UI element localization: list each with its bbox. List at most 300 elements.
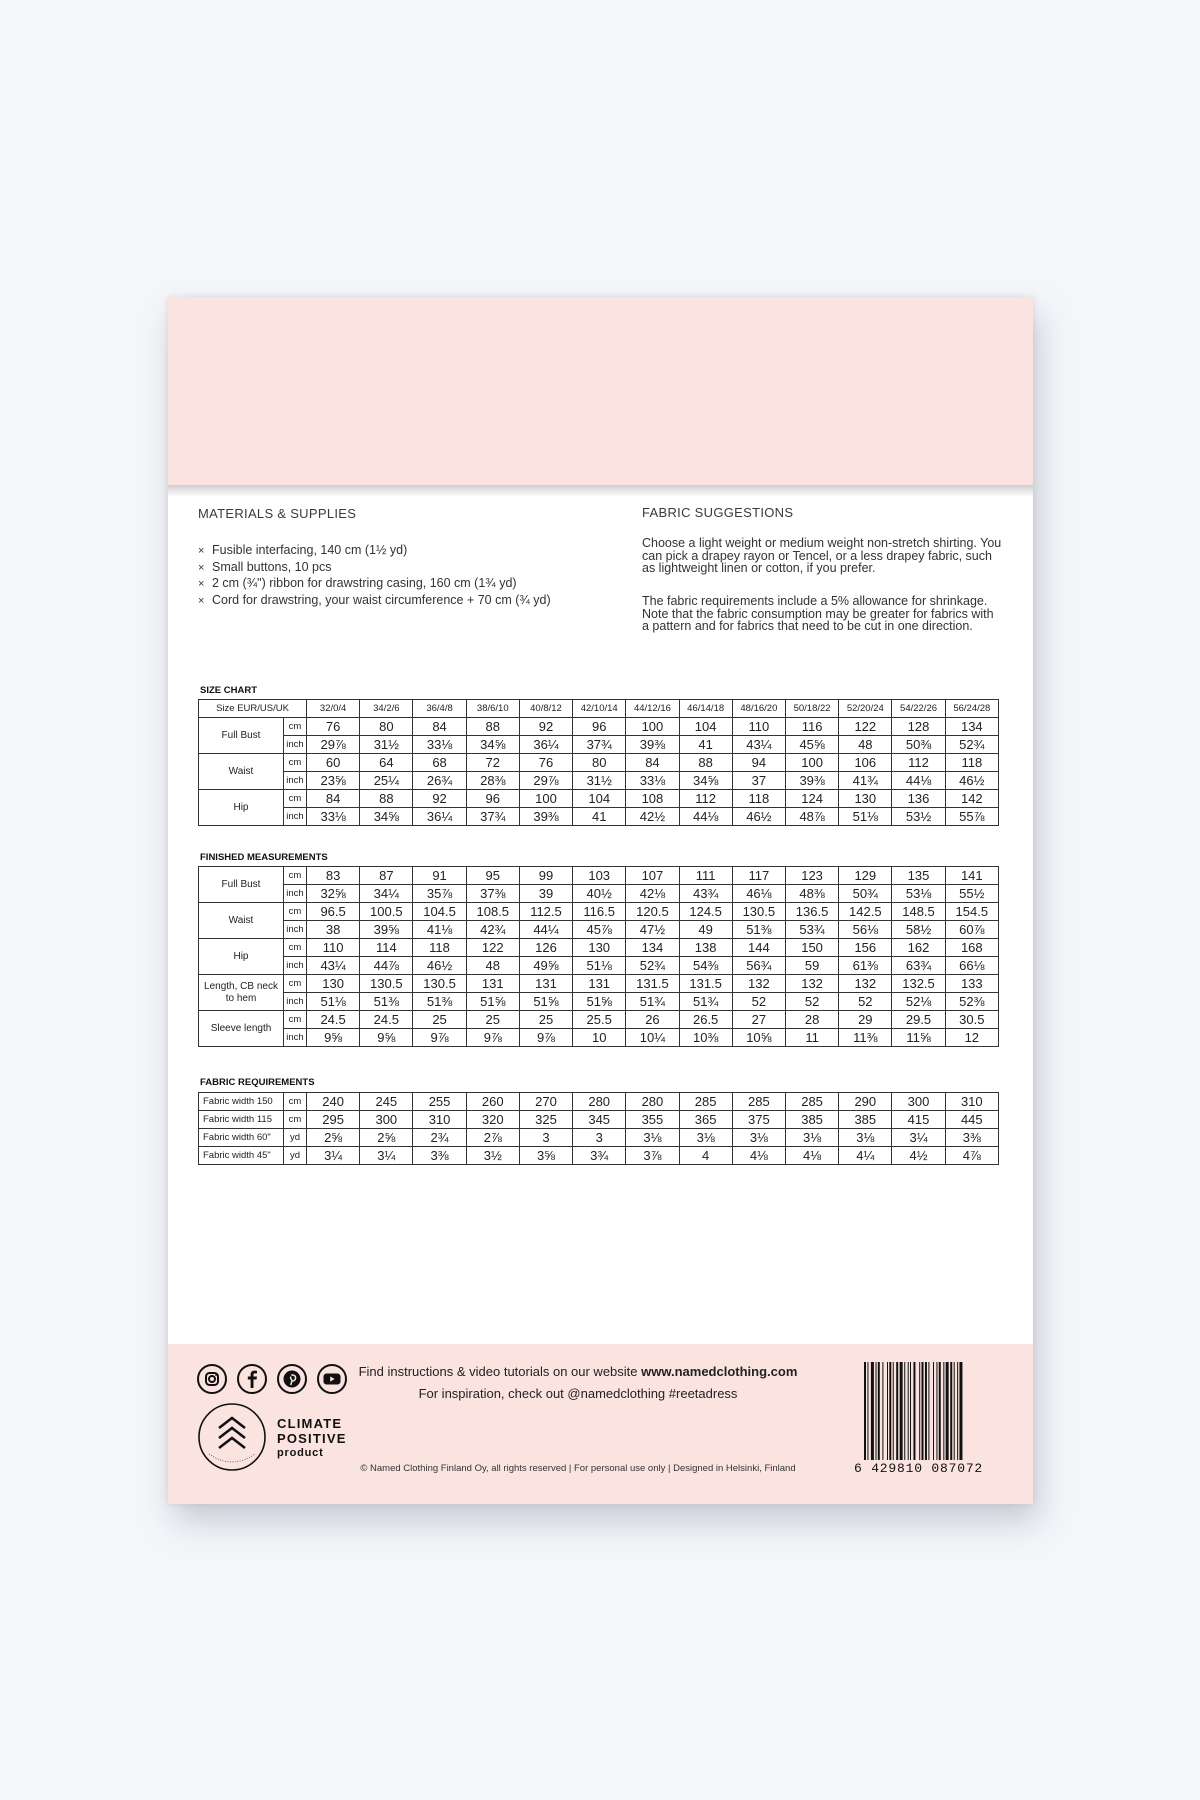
value-cell: 116.5 [573, 903, 626, 921]
value-cell: 12 [945, 1029, 998, 1047]
table-row [199, 1029, 999, 1047]
value-cell: 49⅝ [519, 957, 572, 975]
value-cell: 108 [626, 790, 679, 808]
value-cell: 51¾ [679, 993, 732, 1011]
value-cell: 84 [413, 718, 466, 736]
materials-item-text: Fusible interfacing, 140 cm (1½ yd) [212, 543, 408, 557]
value-cell: 33⅛ [626, 772, 679, 790]
value-cell: 42½ [626, 808, 679, 826]
value-cell: 375 [732, 1111, 785, 1129]
value-cell: 365 [679, 1111, 732, 1129]
value-cell: 91 [413, 867, 466, 885]
fabric-requirements-table [198, 1092, 999, 1165]
row-label: Hip [199, 939, 284, 975]
value-cell: 10⅜ [679, 1029, 732, 1047]
value-cell: 150 [785, 939, 838, 957]
value-cell: 23⅝ [307, 772, 360, 790]
unit-cell: cm [284, 754, 307, 772]
value-cell: 37¾ [466, 808, 519, 826]
size-header-label: Size EUR/US/UK [199, 700, 307, 718]
table-row [199, 993, 999, 1011]
size-header-cell: 50/18/22 [785, 700, 838, 718]
value-cell: 37 [732, 772, 785, 790]
value-cell: 87 [360, 867, 413, 885]
value-cell: 35⅞ [413, 885, 466, 903]
value-cell: 26 [626, 1011, 679, 1029]
value-cell: 34¼ [360, 885, 413, 903]
size-header-row [199, 700, 999, 718]
value-cell: 126 [519, 939, 572, 957]
barcode-bar [878, 1362, 880, 1460]
size-header-cell: 42/10/14 [573, 700, 626, 718]
materials-item [198, 593, 551, 610]
value-cell: 66⅛ [945, 957, 998, 975]
value-cell: 44⅛ [679, 808, 732, 826]
climate-line-3: product [277, 1447, 324, 1459]
value-cell: 10⅝ [732, 1029, 785, 1047]
value-cell: 48⅞ [785, 808, 838, 826]
unit-cell: inch [284, 957, 307, 975]
value-cell: 95 [466, 867, 519, 885]
materials-list [198, 543, 551, 609]
pinterest-icon[interactable] [277, 1364, 307, 1394]
value-cell: 63¾ [892, 957, 945, 975]
value-cell: 80 [573, 754, 626, 772]
value-cell: 84 [307, 790, 360, 808]
climate-positive-text [277, 1416, 347, 1461]
barcode-bar [954, 1362, 955, 1460]
unit-cell: cm [284, 1011, 307, 1029]
value-cell: 3⅝ [519, 1147, 572, 1165]
value-cell: 51⅛ [307, 993, 360, 1011]
value-cell: 28⅜ [466, 772, 519, 790]
row-label: Waist [199, 903, 284, 939]
barcode-bar [943, 1362, 944, 1460]
size-header-cell: 54/22/26 [892, 700, 945, 718]
row-label: Waist [199, 754, 284, 790]
value-cell: 40½ [573, 885, 626, 903]
barcode-bar [871, 1362, 874, 1460]
value-cell: 2⅝ [307, 1129, 360, 1147]
value-cell: 142.5 [839, 903, 892, 921]
value-cell: 56¾ [732, 957, 785, 975]
value-cell: 51⅛ [573, 957, 626, 975]
value-cell: 52¾ [945, 736, 998, 754]
pattern-envelope-back [168, 297, 1033, 1504]
value-cell: 38 [307, 921, 360, 939]
value-cell: 138 [679, 939, 732, 957]
climate-positive-logo [197, 1402, 267, 1472]
value-cell: 131 [466, 975, 519, 993]
value-cell: 245 [360, 1093, 413, 1111]
value-cell: 51⅝ [519, 993, 572, 1011]
value-cell: 49 [679, 921, 732, 939]
unit-cell: cm [284, 1093, 307, 1111]
value-cell: 25 [413, 1011, 466, 1029]
value-cell: 29⅞ [519, 772, 572, 790]
value-cell: 34⅝ [360, 808, 413, 826]
row-label: Fabric width 115 [199, 1111, 284, 1129]
value-cell: 9⅝ [307, 1029, 360, 1047]
barcode-bar [910, 1362, 911, 1460]
value-cell: 80 [360, 718, 413, 736]
value-cell: 48 [839, 736, 892, 754]
value-cell: 131.5 [679, 975, 732, 993]
value-cell: 4⅛ [732, 1147, 785, 1165]
barcode-bar [950, 1362, 952, 1460]
value-cell: 118 [945, 754, 998, 772]
value-cell: 9⅞ [519, 1029, 572, 1047]
value-cell: 144 [732, 939, 785, 957]
value-cell: 132.5 [892, 975, 945, 993]
value-cell: 240 [307, 1093, 360, 1111]
value-cell: 310 [413, 1111, 466, 1129]
value-cell: 285 [679, 1093, 732, 1111]
value-cell: 42⅛ [626, 885, 679, 903]
value-cell: 92 [413, 790, 466, 808]
value-cell: 118 [732, 790, 785, 808]
table-row [199, 957, 999, 975]
value-cell: 134 [945, 718, 998, 736]
value-cell: 51⅜ [732, 921, 785, 939]
table-row [199, 790, 999, 808]
value-cell: 88 [466, 718, 519, 736]
value-cell: 51⅜ [413, 993, 466, 1011]
value-cell: 345 [573, 1111, 626, 1129]
value-cell: 68 [413, 754, 466, 772]
value-cell: 52 [839, 993, 892, 1011]
value-cell: 44⅞ [360, 957, 413, 975]
value-cell: 156 [839, 939, 892, 957]
value-cell: 52 [732, 993, 785, 1011]
value-cell: 280 [626, 1093, 679, 1111]
value-cell: 117 [732, 867, 785, 885]
value-cell: 129 [839, 867, 892, 885]
value-cell: 100 [626, 718, 679, 736]
value-cell: 45⅝ [785, 736, 838, 754]
value-cell: 55⅞ [945, 808, 998, 826]
value-cell: 4¼ [839, 1147, 892, 1165]
value-cell: 154.5 [945, 903, 998, 921]
row-label: Length, CB neck to hem [199, 975, 284, 1011]
table-row [199, 1111, 999, 1129]
value-cell: 44⅛ [892, 772, 945, 790]
size-header-cell: 56/24/28 [945, 700, 998, 718]
value-cell: 270 [519, 1093, 572, 1111]
value-cell: 290 [839, 1093, 892, 1111]
size-header-cell: 52/20/24 [839, 700, 892, 718]
row-label: Fabric width 150 [199, 1093, 284, 1111]
value-cell: 52 [785, 993, 838, 1011]
value-cell: 107 [626, 867, 679, 885]
value-cell: 3½ [466, 1147, 519, 1165]
value-cell: 43¼ [307, 957, 360, 975]
value-cell: 100 [785, 754, 838, 772]
value-cell: 108.5 [466, 903, 519, 921]
value-cell: 29.5 [892, 1011, 945, 1029]
value-cell: 29⅞ [307, 736, 360, 754]
value-cell: 112 [679, 790, 732, 808]
value-cell: 120.5 [626, 903, 679, 921]
unit-cell: cm [284, 718, 307, 736]
table-row [199, 808, 999, 826]
size-chart-title: SIZE CHART [200, 685, 257, 696]
value-cell: 2⅝ [360, 1129, 413, 1147]
value-cell: 88 [679, 754, 732, 772]
value-cell: 39⅜ [626, 736, 679, 754]
value-cell: 24.5 [360, 1011, 413, 1029]
value-cell: 415 [892, 1111, 945, 1129]
value-cell: 51⅛ [839, 808, 892, 826]
value-cell: 30.5 [945, 1011, 998, 1029]
unit-cell: cm [284, 939, 307, 957]
value-cell: 3 [573, 1129, 626, 1147]
value-cell: 32⅝ [307, 885, 360, 903]
value-cell: 132 [839, 975, 892, 993]
table-row [199, 975, 999, 993]
value-cell: 130.5 [732, 903, 785, 921]
unit-cell: inch [284, 772, 307, 790]
value-cell: 51⅜ [360, 993, 413, 1011]
materials-item-text: 2 cm (¾") ribbon for drawstring casing, 160 cm (1¾ yd) [212, 576, 517, 590]
value-cell: 3⅞ [626, 1147, 679, 1165]
size-header-cell: 34/2/6 [360, 700, 413, 718]
value-cell: 53⅛ [892, 885, 945, 903]
size-header-cell: 36/4/8 [413, 700, 466, 718]
value-cell: 162 [892, 939, 945, 957]
value-cell: 118 [413, 939, 466, 957]
value-cell: 135 [892, 867, 945, 885]
value-cell: 34⅝ [466, 736, 519, 754]
facebook-icon[interactable] [237, 1364, 267, 1394]
top-pink-band [168, 297, 1033, 485]
value-cell: 131 [519, 975, 572, 993]
value-cell: 300 [892, 1093, 945, 1111]
row-label: Full Bust [199, 718, 284, 754]
table-row [199, 939, 999, 957]
value-cell: 46½ [945, 772, 998, 790]
value-cell: 43¼ [732, 736, 785, 754]
value-cell: 133 [945, 975, 998, 993]
value-cell: 295 [307, 1111, 360, 1129]
value-cell: 148.5 [892, 903, 945, 921]
value-cell: 9⅞ [466, 1029, 519, 1047]
climate-line-2: POSITIVE [277, 1431, 347, 1446]
value-cell: 124.5 [679, 903, 732, 921]
value-cell: 112 [892, 754, 945, 772]
value-cell: 4⅛ [785, 1147, 838, 1165]
value-cell: 54⅜ [679, 957, 732, 975]
unit-cell: inch [284, 993, 307, 1011]
value-cell: 51⅝ [466, 993, 519, 1011]
value-cell: 130 [307, 975, 360, 993]
table-row [199, 867, 999, 885]
value-cell: 60⅞ [945, 921, 998, 939]
value-cell: 42¾ [466, 921, 519, 939]
value-cell: 25 [466, 1011, 519, 1029]
value-cell: 24.5 [307, 1011, 360, 1029]
barcode-bar [867, 1362, 868, 1460]
value-cell: 11⅝ [892, 1029, 945, 1047]
value-cell: 92 [519, 718, 572, 736]
value-cell: 76 [519, 754, 572, 772]
table-row [199, 1129, 999, 1147]
barcode-bar [936, 1362, 937, 1460]
value-cell: 9⅝ [360, 1029, 413, 1047]
barcode-bar [922, 1362, 924, 1460]
value-cell: 46⅛ [732, 885, 785, 903]
barcode-bar [889, 1362, 891, 1460]
value-cell: 114 [360, 939, 413, 957]
value-cell: 28 [785, 1011, 838, 1029]
size-header-cell: 46/14/18 [679, 700, 732, 718]
materials-item-text: Small buttons, 10 pcs [212, 559, 332, 574]
value-cell: 84 [626, 754, 679, 772]
barcode-bar [900, 1362, 903, 1460]
value-cell: 33⅛ [307, 808, 360, 826]
climate-line-1: CLIMATE [277, 1416, 343, 1431]
value-cell: 122 [839, 718, 892, 736]
value-cell: 39⅜ [519, 808, 572, 826]
value-cell: 3¼ [360, 1147, 413, 1165]
barcode-bar [904, 1362, 905, 1460]
bullet-x-icon: × [198, 545, 205, 557]
materials-item-text: Cord for drawstring, your waist circumference + 70 cm (¾ yd) [212, 592, 551, 607]
youtube-icon[interactable] [317, 1364, 347, 1394]
value-cell: 56⅛ [839, 921, 892, 939]
value-cell: 110 [307, 939, 360, 957]
value-cell: 39⅝ [360, 921, 413, 939]
bullet-x-icon: × [198, 561, 205, 574]
value-cell: 104.5 [413, 903, 466, 921]
unit-cell: yd [284, 1147, 307, 1165]
value-cell: 3¼ [307, 1147, 360, 1165]
value-cell: 50⅜ [892, 736, 945, 754]
unit-cell: cm [284, 975, 307, 993]
table-row [199, 772, 999, 790]
value-cell: 128 [892, 718, 945, 736]
value-cell: 3⅛ [785, 1129, 838, 1147]
barcode-bar [882, 1362, 883, 1460]
value-cell: 41 [573, 808, 626, 826]
value-cell: 76 [307, 718, 360, 736]
value-cell: 168 [945, 939, 998, 957]
value-cell: 4½ [892, 1147, 945, 1165]
fabric-suggestions-title: FABRIC SUGGESTIONS [642, 505, 794, 520]
unit-cell: cm [284, 867, 307, 885]
barcode-bar [957, 1362, 958, 1460]
table-row [199, 754, 999, 772]
size-chart-table [198, 699, 999, 826]
unit-cell: cm [284, 1111, 307, 1129]
finished-measurements-table [198, 866, 999, 1047]
value-cell: 47½ [626, 921, 679, 939]
table-row [199, 1011, 999, 1029]
value-cell: 51¾ [626, 993, 679, 1011]
value-cell: 100.5 [360, 903, 413, 921]
value-cell: 300 [360, 1111, 413, 1129]
website-line [358, 1364, 798, 1379]
value-cell: 36¼ [413, 808, 466, 826]
value-cell: 2¾ [413, 1129, 466, 1147]
value-cell: 141 [945, 867, 998, 885]
value-cell: 355 [626, 1111, 679, 1129]
value-cell: 445 [945, 1111, 998, 1129]
barcode-bar [928, 1362, 929, 1460]
copyright-text: © Named Clothing Finland Oy, all rights reserved | For personal use only | Designed in Helsinki, Finland [360, 1463, 796, 1474]
value-cell: 134 [626, 939, 679, 957]
value-cell: 46½ [732, 808, 785, 826]
value-cell: 25¼ [360, 772, 413, 790]
value-cell: 122 [466, 939, 519, 957]
barcode-bar [913, 1362, 915, 1460]
value-cell: 123 [785, 867, 838, 885]
value-cell: 37¾ [573, 736, 626, 754]
value-cell: 260 [466, 1093, 519, 1111]
unit-cell: inch [284, 808, 307, 826]
value-cell: 285 [785, 1093, 838, 1111]
value-cell: 385 [839, 1111, 892, 1129]
value-cell: 43¾ [679, 885, 732, 903]
value-cell: 4 [679, 1147, 732, 1165]
value-cell: 37⅜ [466, 885, 519, 903]
fabric-suggestions-paragraph-1: Choose a light weight or medium weight non-stretch shirting. You can pick a drapey rayon or Tencel, or a less drapey fabric, such as lightweight linen or cotton, if you prefer. [642, 536, 1002, 575]
value-cell: 25.5 [573, 1011, 626, 1029]
value-cell: 52⅜ [945, 993, 998, 1011]
website-text: Find instructions & video tutorials on our website [358, 1364, 642, 1379]
website-link[interactable]: www.namedclothing.com [641, 1364, 798, 1379]
size-header-cell: 38/6/10 [466, 700, 519, 718]
value-cell: 112.5 [519, 903, 572, 921]
value-cell: 34⅝ [679, 772, 732, 790]
value-cell: 124 [785, 790, 838, 808]
value-cell: 51⅝ [573, 993, 626, 1011]
value-cell: 142 [945, 790, 998, 808]
size-header-cell: 32/0/4 [307, 700, 360, 718]
value-cell: 130 [573, 939, 626, 957]
instagram-icon[interactable] [197, 1364, 227, 1394]
table-row [199, 736, 999, 754]
value-cell: 103 [573, 867, 626, 885]
value-cell: 255 [413, 1093, 466, 1111]
value-cell: 100 [519, 790, 572, 808]
value-cell: 33⅛ [413, 736, 466, 754]
value-cell: 11 [785, 1029, 838, 1047]
value-cell: 64 [360, 754, 413, 772]
barcode-bar [925, 1362, 927, 1460]
materials-item [198, 576, 551, 593]
value-cell: 25 [519, 1011, 572, 1029]
value-cell: 110 [732, 718, 785, 736]
value-cell: 53½ [892, 808, 945, 826]
barcode-bar [876, 1362, 877, 1460]
table-row [199, 921, 999, 939]
value-cell: 4⅞ [945, 1147, 998, 1165]
value-cell: 132 [732, 975, 785, 993]
value-cell: 59 [785, 957, 838, 975]
materials-title: MATERIALS & SUPPLIES [198, 506, 357, 521]
value-cell: 31½ [360, 736, 413, 754]
value-cell: 104 [573, 790, 626, 808]
value-cell: 325 [519, 1111, 572, 1129]
value-cell: 52⅛ [892, 993, 945, 1011]
value-cell: 72 [466, 754, 519, 772]
value-cell: 99 [519, 867, 572, 885]
value-cell: 39 [519, 885, 572, 903]
value-cell: 3¾ [573, 1147, 626, 1165]
barcode [862, 1362, 998, 1470]
barcode-bar [959, 1362, 962, 1460]
